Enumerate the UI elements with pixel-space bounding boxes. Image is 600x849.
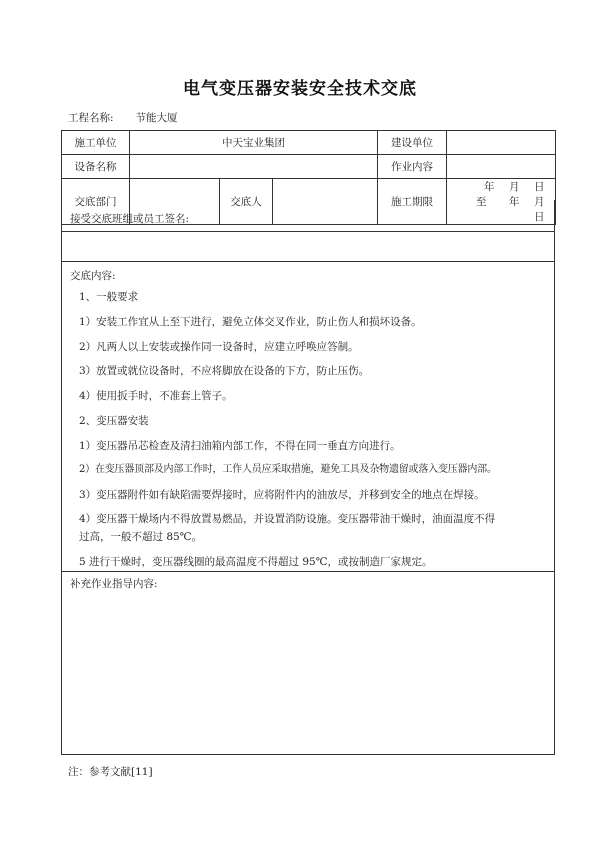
receiver-label: 接受交底班组或员工签名:: [70, 213, 190, 225]
content-line: 3）变压器附件如有缺陷需要焊接时，应将附件内的油放尽，并移到安全的地点在焊接。: [79, 488, 485, 501]
construction-unit-value: 中天宝业集团: [130, 131, 378, 155]
receiver-signature-row: [61, 200, 555, 232]
construction-unit-label: 施工单位: [62, 131, 130, 155]
period-label: 施工期限: [378, 179, 447, 225]
work-content-value: [447, 155, 556, 179]
supplement-section: [61, 572, 555, 755]
period-to: 至: [476, 196, 487, 208]
person-label: 交底人: [220, 179, 273, 225]
content-line: 5 进行干燥时，变压器线圈的最高温度不得超过 95℃，或按制造厂家规定。: [79, 556, 433, 568]
project-name-label: 工程名称:: [68, 112, 114, 124]
project-name-value: 节能大厦: [135, 112, 178, 124]
content-line: 过高，一般不超过 85℃。: [79, 531, 202, 544]
page-title: 电气变压器安装安全技术交底: [183, 79, 417, 99]
period-year-end: 年: [509, 196, 520, 208]
content-line: 1、一般要求: [79, 291, 139, 303]
dept-label: 交底部门: [62, 179, 130, 225]
period-day-start: 日: [534, 181, 545, 193]
reference-note: 注：参考文献[11]: [68, 766, 153, 778]
content-line: 1）安装工作宜从上至下进行，避免立体交叉作业，防止伤人和损坏设备。: [79, 315, 422, 328]
content-line: 1）变压器吊芯检查及清扫油箱内部工作，不得在同一垂直方向进行。: [79, 439, 401, 452]
work-content-label: 作业内容: [378, 155, 447, 179]
period-month-end: 月: [534, 196, 545, 208]
content-line: 2）凡两人以上安装或操作同一设备时，应建立呼唤应答制。: [79, 340, 359, 353]
builder-value: [447, 131, 556, 155]
content-line: 4）变压器干燥场内不得放置易燃品，并设置消防设施。变压器带油干燥时，油面温度不得: [79, 513, 496, 526]
builder-label: 建设单位: [378, 131, 447, 155]
briefing-content: [61, 262, 555, 572]
equipment-label: 设备名称: [62, 155, 130, 179]
period-month-start: 月: [509, 181, 520, 193]
content-line: 2、变压器安装: [79, 414, 149, 427]
content-line: 3）放置或就位设备时，不应将脚放在设备的下方，防止压伤。: [79, 365, 370, 378]
content-heading: 交底内容:: [70, 270, 116, 282]
period-year-start: 年: [484, 181, 495, 193]
supplement-label: 补充作业指导内容:: [70, 578, 158, 590]
content-line: 2）在变压器顶部及内部工作时，工作人员应采取措施，避免工具及杂物遗留或落入变压器内部。: [79, 464, 497, 476]
project-name-row: [68, 110, 178, 125]
content-line: 4）使用扳手时，不准套上管子。: [79, 390, 233, 403]
period-day-end: 日: [534, 211, 545, 223]
equipment-value: [130, 155, 378, 179]
signature-field: [61, 232, 555, 262]
